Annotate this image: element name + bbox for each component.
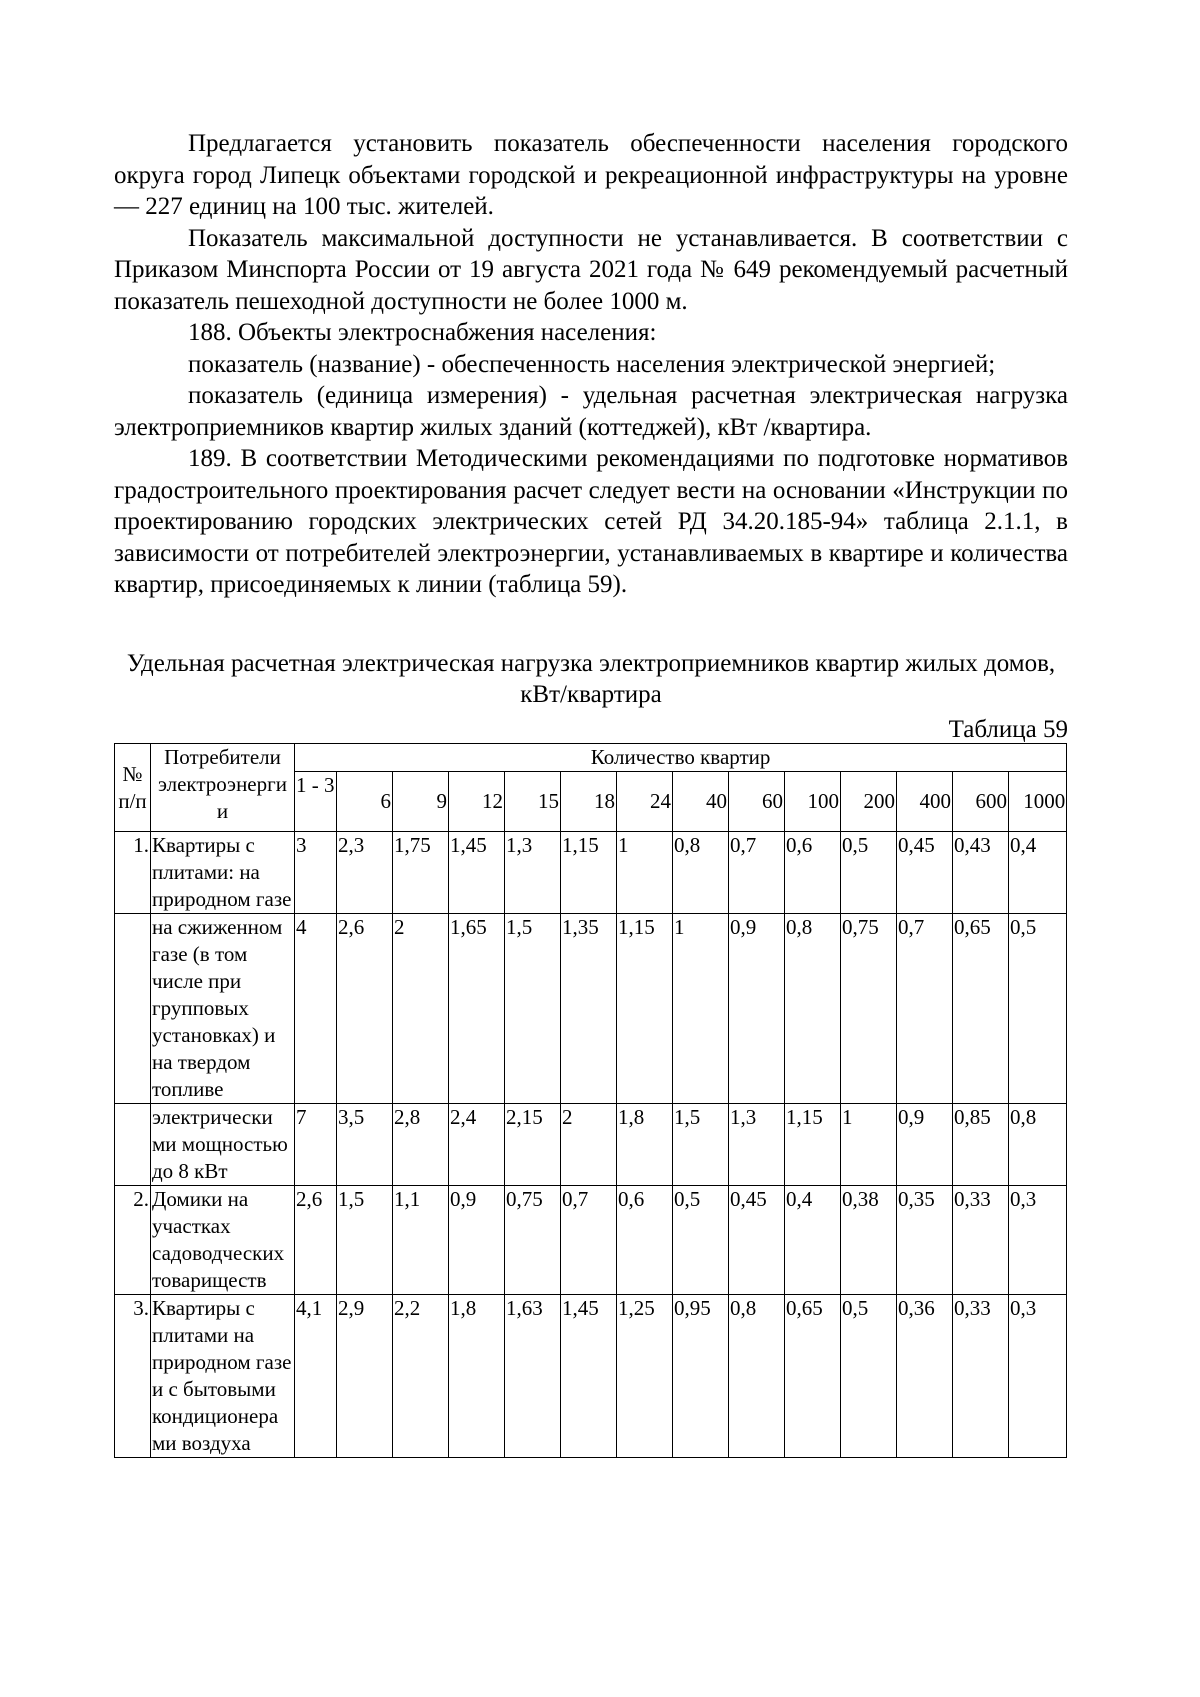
- load-value-cell: 0,38: [841, 1186, 897, 1295]
- load-value-cell: 0,8: [673, 832, 729, 914]
- load-value-cell: 1,15: [561, 832, 617, 914]
- table-row: [115, 1186, 1067, 1295]
- load-value-cell: 0,7: [897, 914, 953, 1104]
- row-number: 3.: [115, 1295, 151, 1458]
- load-table: [114, 743, 1067, 1458]
- load-value-cell: 1,8: [449, 1295, 505, 1458]
- load-value-cell: 7: [295, 1104, 337, 1186]
- load-value-cell: 0,65: [953, 914, 1009, 1104]
- load-value-cell: 0,9: [449, 1186, 505, 1295]
- load-value-cell: 0,75: [841, 914, 897, 1104]
- row-consumer: Домики на участках садоводческих товариществ: [151, 1186, 295, 1295]
- body-text: [114, 128, 1068, 601]
- load-value-cell: 0,43: [953, 832, 1009, 914]
- row-number: 1.: [115, 832, 151, 914]
- load-value-cell: 0,3: [1009, 1186, 1067, 1295]
- load-value-cell: 1,35: [561, 914, 617, 1104]
- column-header: 18: [561, 772, 617, 832]
- table-label: Таблица 59: [948, 716, 1068, 743]
- paragraph-189: 189. В соответствии Методическими рекомендациями по подготовке нормативов градостроительного проектирования расчет следует вести на основании «Инструкции по проектированию городских электрических сетей РД 34.20.185-94» таблица 2.1.1, в зависимости от потребителей электроэнергии, устанавливаемых в квартире и количества квартир, присоединяемых к линии (таблица 59).: [114, 445, 1068, 598]
- column-header: 60: [729, 772, 785, 832]
- load-value-cell: 0,5: [673, 1186, 729, 1295]
- load-value-cell: 0,85: [953, 1104, 1009, 1186]
- column-header: 6: [337, 772, 393, 832]
- row-number: 2.: [115, 1186, 151, 1295]
- column-header: 1000: [1009, 772, 1067, 832]
- load-value-cell: 4,1: [295, 1295, 337, 1458]
- column-header: 9: [393, 772, 449, 832]
- load-value-cell: 0,33: [953, 1295, 1009, 1458]
- load-value-cell: 2: [393, 914, 449, 1104]
- header-consumers: Потребители электроэнерги и: [151, 744, 295, 832]
- load-value-cell: 1,1: [393, 1186, 449, 1295]
- load-value-cell: 1,75: [393, 832, 449, 914]
- load-value-cell: 1,5: [337, 1186, 393, 1295]
- table-row: [115, 832, 1067, 914]
- load-value-cell: 0,7: [561, 1186, 617, 1295]
- load-value-cell: 0,45: [729, 1186, 785, 1295]
- column-header: 1 - 3: [295, 772, 337, 832]
- column-header: 40: [673, 772, 729, 832]
- load-value-cell: 2,6: [337, 914, 393, 1104]
- load-value-cell: 0,36: [897, 1295, 953, 1458]
- load-value-cell: 0,9: [897, 1104, 953, 1186]
- load-value-cell: 0,8: [785, 914, 841, 1104]
- load-value-cell: 0,6: [785, 832, 841, 914]
- load-value-cell: 4: [295, 914, 337, 1104]
- load-value-cell: 2,3: [337, 832, 393, 914]
- load-value-cell: 1,5: [673, 1104, 729, 1186]
- column-header: 24: [617, 772, 673, 832]
- load-value-cell: 0,75: [505, 1186, 561, 1295]
- paragraph-infrastructure-indicator: Предлагается установить показатель обеспеченности населения городского округа город Липецк объектами городской и рекреационной инфраструктуры на уровне — 227 единиц на 100 тыс. жителей.: [114, 130, 1068, 220]
- load-value-cell: 0,65: [785, 1295, 841, 1458]
- load-value-cell: 0,5: [841, 832, 897, 914]
- paragraph-indicator-unit: показатель (единица измерения) - удельная расчетная электрическая нагрузка электроприемников квартир жилых зданий (коттеджей), кВт /квартира.: [114, 382, 1068, 441]
- load-value-cell: 1,45: [561, 1295, 617, 1458]
- load-value-cell: 0,7: [729, 832, 785, 914]
- header-apartment-count: Количество квартир: [295, 744, 1067, 772]
- load-value-cell: 2: [561, 1104, 617, 1186]
- load-value-cell: 0,8: [729, 1295, 785, 1458]
- table-body: [115, 832, 1067, 1458]
- row-number: [115, 914, 151, 1104]
- load-value-cell: 1: [841, 1104, 897, 1186]
- column-header: 100: [785, 772, 841, 832]
- load-value-cell: 1: [673, 914, 729, 1104]
- load-value-cell: 2,2: [393, 1295, 449, 1458]
- load-value-cell: 0,6: [617, 1186, 673, 1295]
- load-value-cell: 0,33: [953, 1186, 1009, 1295]
- load-value-cell: 1,15: [785, 1104, 841, 1186]
- load-value-cell: 1,8: [617, 1104, 673, 1186]
- load-value-cell: 1: [617, 832, 673, 914]
- row-consumer: электрически ми мощностью до 8 кВт: [151, 1104, 295, 1186]
- load-value-cell: 2,4: [449, 1104, 505, 1186]
- load-value-cell: 0,4: [1009, 832, 1067, 914]
- load-value-cell: 0,5: [1009, 914, 1067, 1104]
- load-value-cell: 0,4: [785, 1186, 841, 1295]
- table-caption: Удельная расчетная электрическая нагрузка электроприемников квартир жилых домов, кВт/квартира: [126, 650, 1056, 708]
- table-header-row: [115, 744, 1067, 772]
- column-header: 400: [897, 772, 953, 832]
- column-header: 15: [505, 772, 561, 832]
- load-value-cell: 1,25: [617, 1295, 673, 1458]
- load-value-cell: 1,45: [449, 832, 505, 914]
- load-value-cell: 3: [295, 832, 337, 914]
- load-value-cell: 2,8: [393, 1104, 449, 1186]
- paragraph-indicator-name: показатель (название) - обеспеченность населения электрической энергией;: [188, 350, 996, 378]
- load-value-cell: 0,3: [1009, 1295, 1067, 1458]
- load-value-cell: 0,45: [897, 832, 953, 914]
- paragraph-188-heading: 188. Объекты электроснабжения населения:: [188, 319, 657, 346]
- header-num: № п/п: [115, 744, 151, 832]
- row-consumer: Квартиры с плитами: на природном газе: [151, 832, 295, 914]
- load-value-cell: 2,6: [295, 1186, 337, 1295]
- load-value-cell: 0,5: [841, 1295, 897, 1458]
- load-value-cell: 0,8: [1009, 1104, 1067, 1186]
- load-value-cell: 3,5: [337, 1104, 393, 1186]
- table-row: [115, 914, 1067, 1104]
- load-value-cell: 1,3: [505, 832, 561, 914]
- load-value-cell: 1,15: [617, 914, 673, 1104]
- load-value-cell: 2,9: [337, 1295, 393, 1458]
- row-consumer: на сжиженном газе (в том числе при групповых установках) и на твердом топливе: [151, 914, 295, 1104]
- load-value-cell: 1,63: [505, 1295, 561, 1458]
- load-value-cell: 1,3: [729, 1104, 785, 1186]
- column-header: 12: [449, 772, 505, 832]
- load-value-cell: 1,5: [505, 914, 561, 1104]
- row-consumer: Квартиры с плитами на природном газе и с бытовыми кондиционера ми воздуха: [151, 1295, 295, 1458]
- load-value-cell: 1,65: [449, 914, 505, 1104]
- load-value-cell: 0,95: [673, 1295, 729, 1458]
- row-number: [115, 1104, 151, 1186]
- table-row: [115, 1104, 1067, 1186]
- column-header: 600: [953, 772, 1009, 832]
- table-row: [115, 1295, 1067, 1458]
- load-value-cell: 0,35: [897, 1186, 953, 1295]
- load-value-cell: 0,9: [729, 914, 785, 1104]
- load-value-cell: 2,15: [505, 1104, 561, 1186]
- paragraph-accessibility: Показатель максимальной доступности не устанавливается. В соответствии с Приказом Минспорта России от 19 августа 2021 года № 649 рекомендуемый расчетный показатель пешеходной доступности не более 1000 м.: [114, 224, 1068, 315]
- column-header: 200: [841, 772, 897, 832]
